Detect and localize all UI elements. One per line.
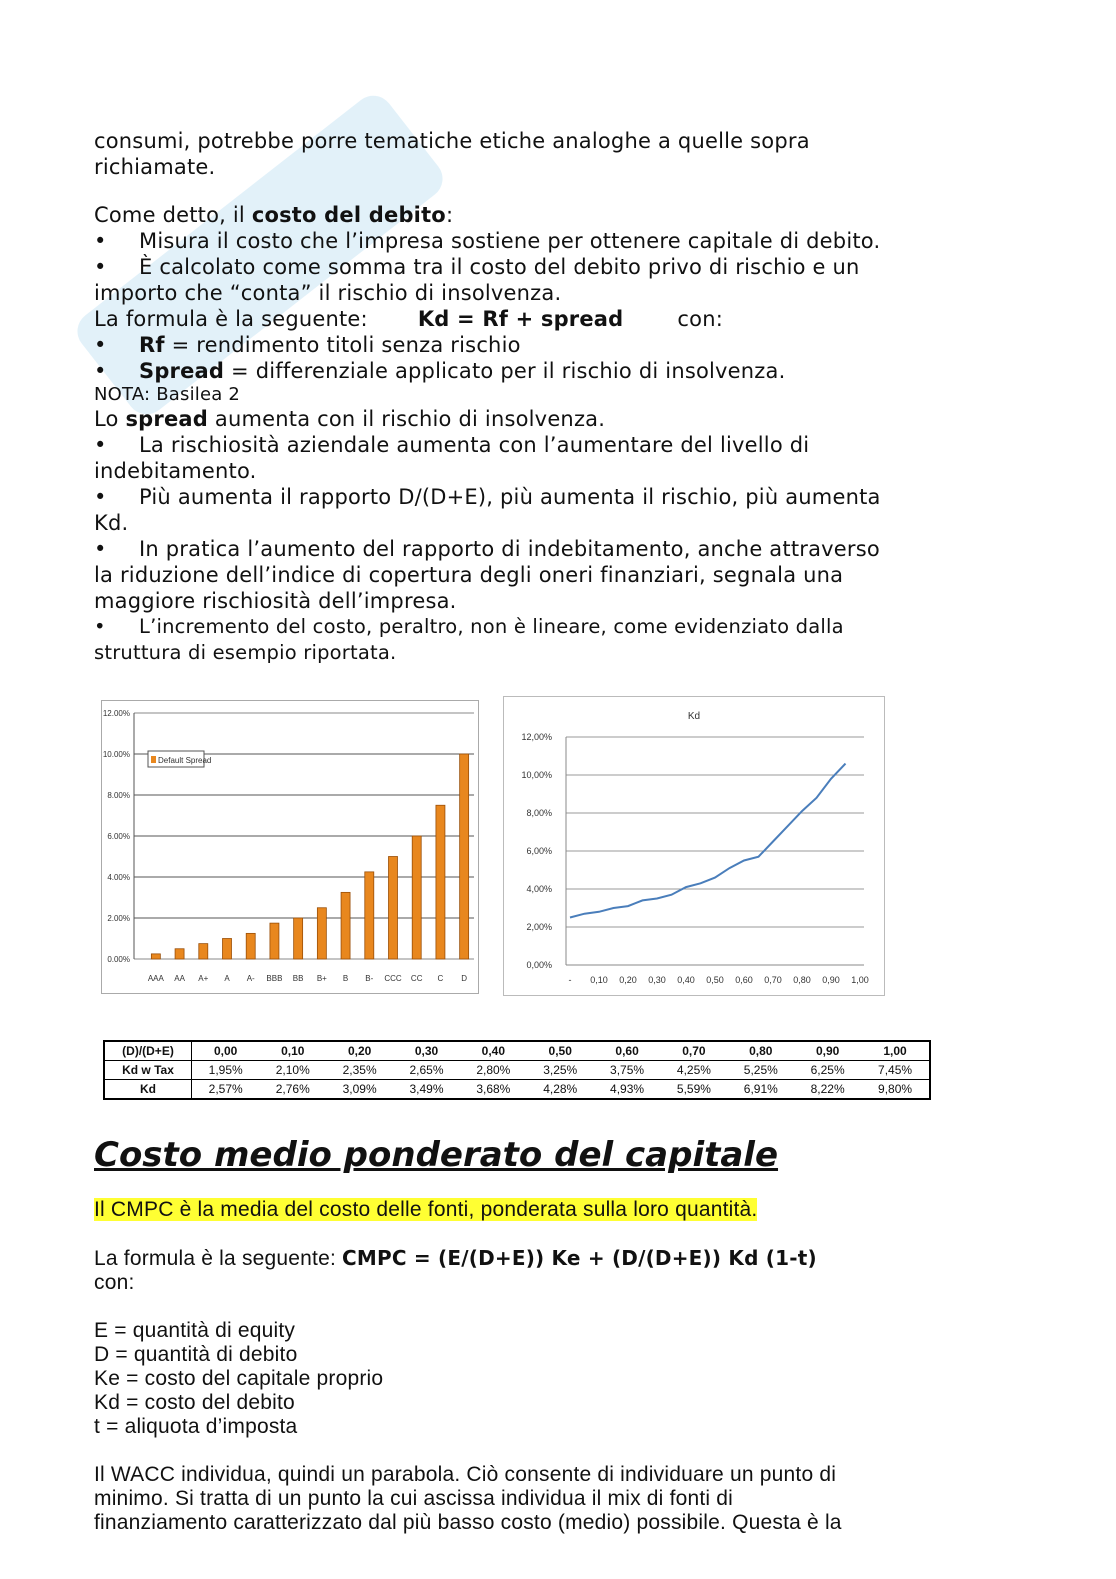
x-tick-label: BBB [266, 974, 283, 983]
x-tick-label: 0,30 [648, 975, 666, 985]
x-tick-label: B+ [316, 974, 327, 983]
bar [436, 805, 445, 959]
table-cell: 0,20 [326, 1041, 393, 1061]
cmpc-body [94, 1198, 974, 1535]
table-cell: 2,76% [259, 1080, 326, 1100]
y-tick-label: 0,00% [526, 960, 552, 970]
paragraph-line: richiamate. [94, 155, 216, 179]
bar [341, 892, 350, 959]
paragraph-line: consumi, potrebbe porre tematiche etiche analoghe a quelle sopra [94, 129, 810, 153]
y-tick-label: 2.00% [107, 914, 130, 923]
table-cell: 9,80% [861, 1080, 930, 1100]
table-cell: 7,45% [861, 1061, 930, 1080]
table-row [104, 1061, 930, 1080]
x-tick-label: 0,40 [677, 975, 695, 985]
bar [294, 918, 303, 959]
table-cell: 1,95% [192, 1061, 260, 1080]
table-cell: 0,50 [527, 1041, 594, 1061]
table-cell: 2,35% [326, 1061, 393, 1080]
section-title: Costo medio ponderato del capitale [94, 1135, 779, 1175]
table-cell: 4,25% [661, 1061, 728, 1080]
x-tick-label: AAA [147, 974, 164, 983]
y-tick-label: 6,00% [526, 846, 552, 856]
bullet-item: • In pratica l’aumento del rapporto di indebitamento, anche attraverso [94, 537, 880, 561]
table-cell: 0,80 [727, 1041, 794, 1061]
x-tick-label: 0,90 [822, 975, 840, 985]
table-row [104, 1041, 930, 1061]
note-line: NOTA: Basilea 2 [94, 384, 241, 405]
bullet-item: • Spread = differenziale applicato per il rischio di insolvenza. [94, 359, 786, 383]
x-tick-label: 0,70 [764, 975, 782, 985]
table-cell: 2,80% [460, 1061, 527, 1080]
bar [317, 908, 326, 959]
debt-intro: Come detto, il costo del debito: [94, 203, 454, 227]
y-tick-label: 4.00% [107, 873, 130, 882]
y-tick-label: 10,00% [521, 770, 552, 780]
x-tick-label: A [224, 974, 230, 983]
line-chart-svg [504, 697, 884, 995]
bar [151, 954, 160, 959]
y-tick-label: 12.00% [102, 709, 130, 718]
chart-title: Kd [687, 711, 701, 722]
paragraph-line: minimo. Si tratta di un punto la cui ascissa individua il mix di fonti di [94, 1487, 734, 1510]
table-cell: 5,25% [727, 1061, 794, 1080]
definition-item: D = quantità di debito [94, 1343, 298, 1366]
paragraph-line: indebitamento. [94, 459, 257, 483]
table-cell: 2,10% [259, 1061, 326, 1080]
x-tick-label: 0,80 [793, 975, 811, 985]
paragraph-line: struttura di esempio riportata. [94, 641, 397, 664]
table-cell: 3,25% [527, 1061, 594, 1080]
table-row [104, 1080, 930, 1100]
table-cell: 0,40 [460, 1041, 527, 1061]
x-tick-label: 0,10 [590, 975, 608, 985]
definition-item: Kd = costo del debito [94, 1391, 295, 1414]
kd-series-line [570, 764, 846, 918]
legend-label: Default Spread [158, 756, 212, 765]
table-cell: 5,59% [661, 1080, 728, 1100]
table-cell: 0,90 [794, 1041, 861, 1061]
legend-swatch [151, 756, 156, 763]
x-tick-label: 0,60 [735, 975, 753, 985]
bar [246, 933, 255, 959]
x-tick-label: B- [365, 974, 374, 983]
x-tick-label: A- [246, 974, 255, 983]
row-header-cell: Kd w Tax [104, 1061, 192, 1080]
table-cell: 0,60 [594, 1041, 661, 1061]
default-spread-bar-chart [101, 700, 479, 994]
bullet-item: • Misura il costo che l’impresa sostiene per ottenere capitale di debito. [94, 229, 881, 253]
table-cell: 0,30 [393, 1041, 460, 1061]
table-cell: 2,65% [393, 1061, 460, 1080]
cmpc-formula-line: La formula è la seguente: CMPC = (E/(D+E)) Ke + (D/(D+E)) Kd (1-t) [94, 1246, 817, 1270]
x-tick-label: 1,00 [851, 975, 869, 985]
row-header-cell: Kd [104, 1080, 192, 1100]
y-tick-label: 0.00% [107, 955, 130, 964]
bar [223, 939, 232, 960]
paragraph-line: Il WACC individua, quindi un parabola. Ciò consente di individuare un punto di [94, 1463, 837, 1486]
definition-item: t = aliquota d’imposta [94, 1415, 298, 1438]
table-cell: 4,93% [594, 1080, 661, 1100]
table-cell: 2,57% [192, 1080, 260, 1100]
definition-item: E = quantità di equity [94, 1319, 296, 1342]
bar-chart-svg [102, 701, 478, 993]
paragraph-line: con: [94, 1271, 135, 1294]
highlight-line: Il CMPC è la media del costo delle fonti, ponderata sulla loro quantità. [94, 1198, 758, 1221]
paragraph-line: maggiore rischiosità dell’impresa. [94, 589, 457, 613]
table-cell: 0,70 [661, 1041, 728, 1061]
paragraph-line: finanziamento caratterizzato dal più basso costo (medio) possibile. Questa è la [94, 1511, 842, 1534]
y-tick-label: 8.00% [107, 791, 130, 800]
bar [460, 754, 469, 959]
table-cell: 6,91% [727, 1080, 794, 1100]
x-tick-label: - [568, 975, 572, 985]
bullet-item: • Più aumenta il rapporto D/(D+E), più aumenta il rischio, più aumenta [94, 485, 881, 509]
table-cell: 3,75% [594, 1061, 661, 1080]
table-cell: 3,09% [326, 1080, 393, 1100]
y-tick-label: 12,00% [521, 732, 552, 742]
y-tick-label: 8,00% [526, 808, 552, 818]
x-tick-label: CC [410, 974, 423, 983]
bullet-item: • Rf = rendimento titoli senza rischio [94, 333, 521, 357]
table-cell: 3,49% [393, 1080, 460, 1100]
row-header-cell: (D)/(D+E) [104, 1041, 192, 1061]
table-cell: 4,28% [527, 1080, 594, 1100]
bullet-item: • L’incremento del costo, peraltro, non è lineare, come evidenziato dalla [94, 615, 844, 638]
y-tick-label: 6.00% [107, 832, 130, 841]
table-cell: 1,00 [861, 1041, 930, 1061]
table-cell: 6,25% [794, 1061, 861, 1080]
x-tick-label: BB [292, 974, 304, 983]
y-tick-label: 2,00% [526, 922, 552, 932]
x-tick-label: CCC [384, 974, 402, 983]
kd-table [103, 1040, 931, 1100]
document-body [94, 128, 954, 666]
bar [270, 923, 279, 959]
table-cell: 0,10 [259, 1041, 326, 1061]
bar [175, 949, 184, 959]
kd-line-chart [503, 696, 885, 996]
bullet-item: • La rischiosità aziendale aumenta con l’aumentare del livello di [94, 433, 810, 457]
x-tick-label: 0,50 [706, 975, 724, 985]
table-cell: 3,68% [460, 1080, 527, 1100]
bar [365, 872, 374, 959]
section-heading [94, 1133, 778, 1177]
x-tick-label: C [437, 974, 444, 983]
bullet-item: • È calcolato come somma tra il costo del debito privo di rischio e un [94, 255, 860, 279]
definition-item: Ke = costo del capitale proprio [94, 1367, 384, 1390]
bar [412, 836, 421, 959]
y-tick-label: 10.00% [102, 750, 130, 759]
paragraph-line: importo che “conta” il rischio di insolvenza. [94, 281, 562, 305]
x-tick-label: AA [174, 974, 185, 983]
x-tick-label: B [342, 974, 349, 983]
bar [199, 944, 208, 959]
bar [389, 857, 398, 960]
x-tick-label: A+ [198, 974, 209, 983]
x-tick-label: D [461, 974, 468, 983]
definitions-list [94, 1319, 974, 1439]
table-cell: 8,22% [794, 1080, 861, 1100]
paragraph-line: la riduzione dell’indice di copertura degli oneri finanziari, segnala una [94, 563, 844, 587]
x-tick-label: 0,20 [619, 975, 637, 985]
y-tick-label: 4,00% [526, 884, 552, 894]
paragraph-line: Kd. [94, 511, 129, 535]
formula-line: La formula è la seguente: Kd = Rf + spread con: [94, 307, 724, 331]
table-cell: 0,00 [192, 1041, 260, 1061]
paragraph-line: Lo spread aumenta con il rischio di insolvenza. [94, 407, 606, 431]
